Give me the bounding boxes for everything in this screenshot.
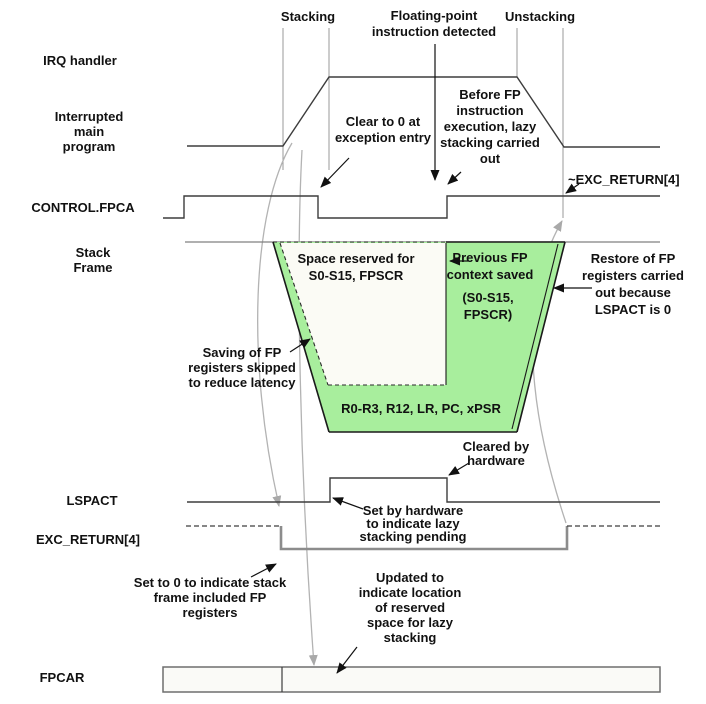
exc-return-label: EXC_RETURN[4] [35,532,141,547]
irq-handler-label: IRQ handler [43,53,117,68]
previous-fp-text-4: FPSCR) [463,307,513,322]
fp-detected-label-2: instruction detected [371,24,497,39]
fpcar-register [163,667,660,692]
saving-skipped-text-2: registers skipped [188,360,296,375]
restore-text-3: out because [595,285,671,300]
previous-fp-text-3: (S0-S15, [462,290,514,305]
main-program-label-3: program [62,139,116,154]
before-fp-text-4: stacking carried [440,135,540,150]
set-by-hw-text-2: to indicate lazy [366,516,460,531]
cleared-by-hw-arrow [449,463,469,475]
cleared-by-hw-text-1: Cleared by [462,439,530,454]
previous-fp-text-2: context saved [446,267,534,282]
stack-frame-label-2: Frame [73,260,113,275]
set-to-0-text-1: Set to 0 to indicate stack [133,575,287,590]
lspact-waveform [187,478,660,502]
exc-tilde-label: ~EXC_RETURN[4] [568,172,680,187]
before-fp-text-5: out [479,151,501,166]
fpca-waveform [163,196,660,218]
clear-to-0-text-2: exception entry [334,130,432,145]
main-program-label-2: main [73,124,105,139]
main-program-label-1: Interrupted [54,109,124,124]
restore-text-2: registers carried [582,268,684,283]
before-fp-text-1: Before FP [459,87,521,102]
updated-text-1: Updated to [376,570,444,585]
reserved-space-text-2: S0-S15, FPSCR [308,268,404,283]
updated-text-5: stacking [383,630,437,645]
restore-text-4: LSPACT is 0 [594,302,672,317]
updated-text-3: of reserved [374,600,446,615]
reserved-space-text-1: Space reserved for [297,251,415,266]
curve-to-exc-return [258,143,292,506]
set-by-hw-text-1: Set by hardware [362,503,464,518]
before-fp-text-2: instruction [456,103,524,118]
clear-to-0-text-1: Clear to 0 at [345,114,421,129]
saving-skipped-text-1: Saving of FP [202,345,282,360]
control-fpca-label: CONTROL.FPCA [31,200,135,215]
before-fp-arrow [448,172,461,184]
clear-to-0-arrow [321,158,349,187]
fpcar-box [163,667,660,692]
curve-to-fpcar [299,150,314,665]
before-fp-text-3: execution, lazy [443,119,537,134]
saving-skipped-text-3: to reduce latency [188,375,296,390]
lspact-label: LSPACT [66,493,118,508]
set-by-hw-text-3: stacking pending [359,529,467,544]
restore-text-1: Restore of FP [590,251,676,266]
set-to-0-text-3: registers [182,605,238,620]
set-by-hw-arrow [333,498,363,509]
fpcar-label: FPCAR [39,670,85,685]
set-to-0-text-2: frame included FP [153,590,267,605]
cleared-by-hw-text-2: hardware [467,453,525,468]
updated-text-4: space for lazy [367,615,453,630]
updated-text-2: indicate location [358,585,462,600]
unstacking-label: Unstacking [504,9,576,24]
core-registers-text: R0-R3, R12, LR, PC, xPSR [341,401,501,416]
stack-frame-label-1: Stack [75,245,111,260]
stacking-label: Stacking [280,9,336,24]
fp-detected-label-1: Floating-point [390,8,478,23]
previous-fp-text-1: Previous FP [452,250,528,265]
